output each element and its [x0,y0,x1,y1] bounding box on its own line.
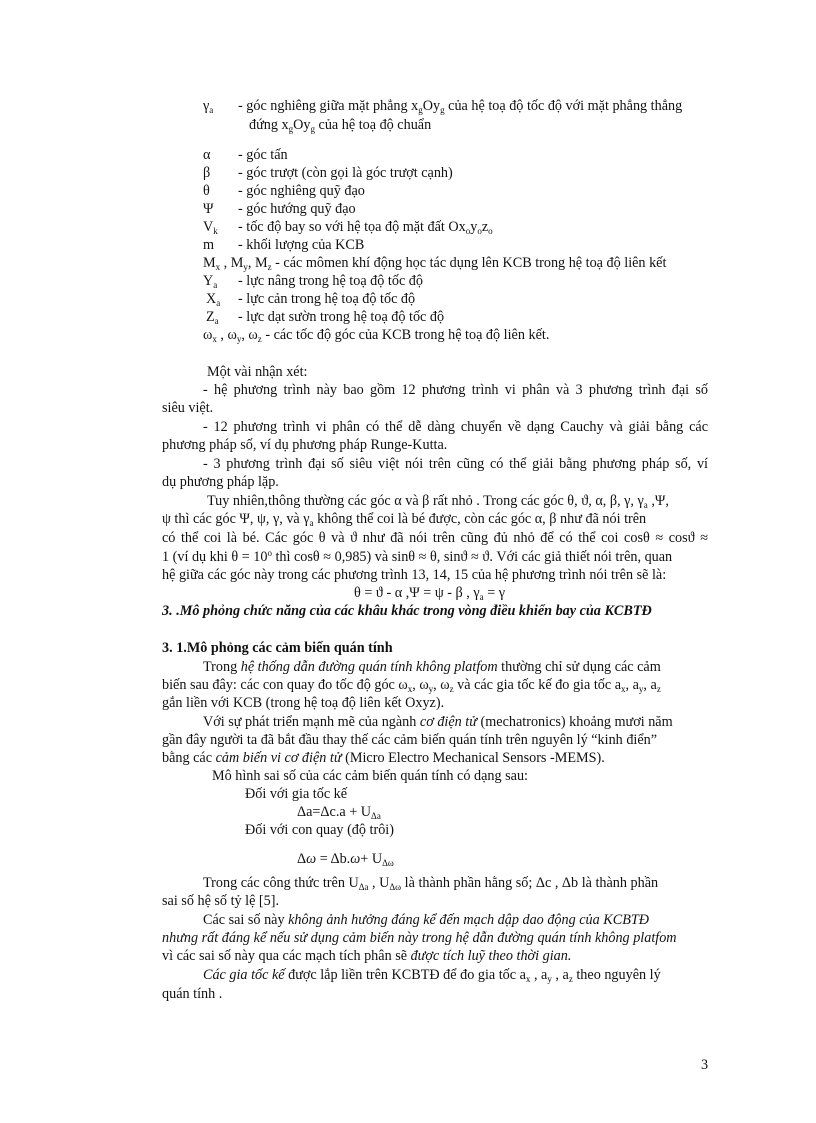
accelerometer-error-equation: $\Delta a=\Delta c.a + U_{\Delta a}$ [297,804,381,821]
s31-line16: quán tính . [162,986,223,1002]
remark-3-line1: - 3 phương trình đại số siêu việt nói trên cũng có thể giải bằng phương pháp số, ví [203,456,708,472]
vk-definition: - tốc độ bay so với hệ tọa độ mặt đất $Ox_oy_oz_o$ [238,219,493,236]
section-3-heading: 3. .Mô phỏng chức năng của các khâu khác trong vòng điều khiển bay của KCBTĐ [162,603,652,619]
remark-4-line4: 1 (ví dụ khi $\theta = 10^o$ thì cosθ ≈ 0,985) và sinθ ≈ θ, sinϑ ≈ ϑ. Với các giả thiết nói trên, quan [162,548,673,565]
remark-1-line1: - hệ phương trình này bao gồm 12 phương trình vi phân và 3 phương trình đại số [203,382,708,398]
alpha-definition: - góc tấn [238,147,288,163]
ya-symbol: $Y_a$ [203,273,218,290]
remark-4-line2: ψ thì các góc Ψ, ψ, γ, và $\gamma_a$ không thể coi là bé được, còn các góc α, β như đã nói trên [162,511,647,528]
s31-line3: gắn liền với KCB (trong hệ toạ độ liên kết Oxyz). [162,695,445,711]
beta-definition: - góc trượt (còn gọi là góc trượt cạnh) [238,165,453,181]
xa-definition: - lực cản trong hệ toạ độ tốc độ [238,291,416,307]
remark-4-line3: có thể coi là bé. Các góc θ và ϑ như đã nói trên cũng đủ nhỏ để có thể coi cosθ ≈ cosϑ ≈ [162,530,708,546]
xa-symbol: $X_a$ [206,291,221,308]
psi-symbol: Ψ [203,201,214,217]
s31-line4: Với sự phát triển mạnh mẽ của ngành cơ điện tử (mechatronics) khoảng mươi năm [203,714,673,730]
remark-2-line2: phương pháp số, ví dụ phương pháp Runge-Kutta. [162,437,448,453]
s31-line13: nhưng rất đáng kể nếu sử dụng cảm biến này trong hệ dẫn đường quán tính không platfom [162,930,677,946]
remark-4-line5: hệ giữa các góc này trong các phương trình 13, 14, 15 của hệ phương trình nói trên sẽ là: [162,567,667,583]
s31-line11: sai số hệ số tỷ lệ [5]. [162,893,280,909]
remark-4-line1: Tuy nhiên,thông thường các góc α và β rất nhỏ . Trong các góc θ, ϑ, α, β, γ, $\gamma_a$ ,Ψ, [207,493,669,510]
gamma-a-symbol: $\gamma_a$ [203,98,214,115]
gyro-drift-equation: $\Delta\omega = \Delta b.\omega+ U_{\Delta\omega}$ [297,851,394,868]
s31-accelerometer-label: Đối với gia tốc kế [245,786,348,802]
remark-3-line2: dụ phương pháp lặp. [162,474,279,490]
theta-definition: - góc nghiêng quỹ đạo [238,183,365,199]
remarks-heading: Một vài nhận xét: [207,364,308,380]
remark-2-line1: - 12 phương trình vi phân có thể dễ dàng chuyển về dạng Cauchy và giải bằng các [203,419,708,435]
s31-line2: biến sau đây: các con quay đo tốc độ góc $\omega_x$, $\omega_y$, $\omega_z$ và các gia tốc kế đo gia tốc $a_x$, $a_y$, $a_z$ [162,677,661,694]
moments-definition: $M_x$ , $M_y$, $M_z$ - các mômen khí động học tác dụng lên KCB trong hệ toạ độ liên kết [203,255,667,272]
mass-definition: - khối lượng của KCB [238,237,365,253]
angle-relations-equation: θ = ϑ - α ,Ψ = ψ - β , $\gamma_a = \gamma$ [354,585,506,602]
s31-line14: vì các sai số này qua các mạch tích phân sẽ được tích luỹ theo thời gian. [162,948,572,964]
alpha-symbol: α [203,147,211,163]
s31-line6: bằng các cảm biến vi cơ điện tử (Micro Electro Mechanical Sensors -MEMS). [162,750,605,766]
omegas-definition: $\omega_x$ , $\omega_y$, $\omega_z$ - các tốc độ góc của KCB trong hệ toạ độ liên kết. [203,327,550,344]
s31-line7: Mô hình sai số của các cảm biến quán tính có dạng sau: [212,768,528,784]
section-3-1-heading: 3. 1.Mô phỏng các cảm biến quán tính [162,640,393,656]
za-symbol: $Z_a$ [206,309,219,326]
gamma-a-definition-line1: - góc nghiêng giữa mặt phẳng $x_gOy_g$ của hệ toạ độ tốc độ với mặt phẳng thẳng [238,98,683,115]
page-number: 3 [701,1057,709,1073]
s31-gyro-label: Đối với con quay (độ trôi) [245,822,394,838]
psi-definition: - góc hướng quỹ đạo [238,201,356,217]
remark-1-line2: siêu việt. [162,400,214,416]
za-definition: - lực dạt sườn trong hệ toạ độ tốc độ [238,309,445,325]
s31-line15: Các gia tốc kế được lắp liền trên KCBTĐ để đo gia tốc $a_x$ , $a_y$ , $a_z$ theo nguyên lý [203,967,661,984]
s31-line10: Trong các công thức trên $U_{\Delta a}$ , $U_{\Delta\omega}$ là thành phần hằng số; Δc , Δb là thành phần [203,875,659,892]
s31-line12: Các sai số này không ảnh hưởng đáng kể đến mạch dập dao động của KCBTĐ [203,912,650,928]
gamma-a-definition-line2: đứng $x_gOy_g$ của hệ toạ độ chuẩn [249,117,432,134]
mass-symbol: m [203,237,215,253]
s31-line5: gần đây người ta đã bắt đầu thay thế các cảm biến quán tính trên nguyên lý “kinh điển” [162,732,658,748]
vk-symbol: $V_k$ [203,219,218,236]
ya-definition: - lực nâng trong hệ toạ độ tốc độ [238,273,423,289]
beta-symbol: β [203,165,211,181]
theta-symbol: θ [203,183,210,199]
s31-line1: Trong hệ thống dẫn đường quán tính không platfom thường chỉ sử dụng các cảm [203,659,661,675]
